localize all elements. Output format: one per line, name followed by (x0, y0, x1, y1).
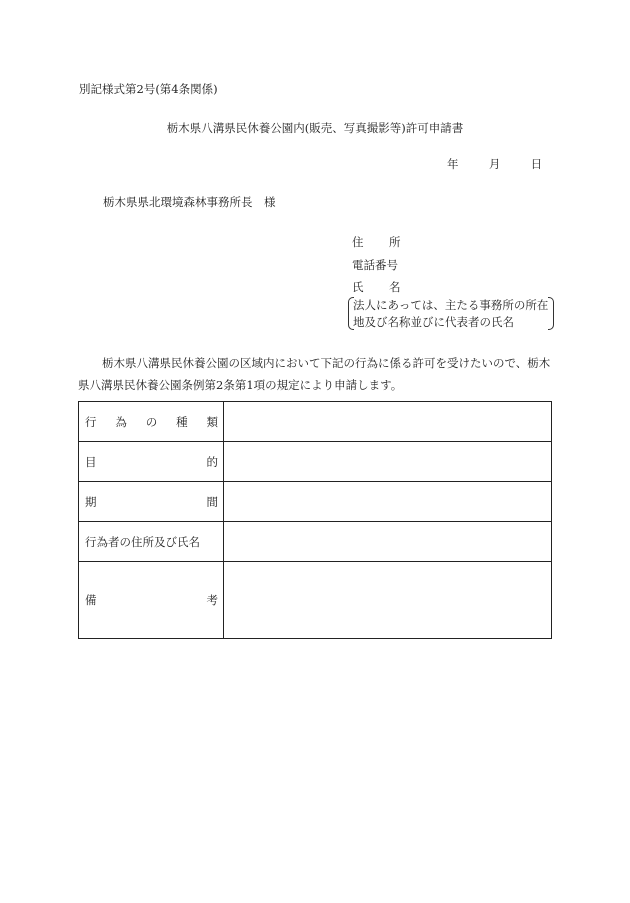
table-row (79, 442, 552, 482)
value-purpose[interactable] (224, 442, 552, 482)
value-remarks[interactable] (224, 562, 552, 639)
label-remarks: 備 考 (79, 562, 224, 639)
corporate-note-line2: 地及び名称並びに代表者の氏名 (353, 315, 514, 329)
date-line (447, 156, 542, 172)
corporate-note (348, 296, 554, 330)
value-activity-type[interactable] (224, 402, 552, 442)
value-period[interactable] (224, 482, 552, 522)
corporate-note-line1: 法人にあっては、主たる事務所の所在 (353, 298, 549, 312)
label-activity-type: 行 為 の 種 類 (79, 402, 224, 442)
table-row (79, 482, 552, 522)
document-title: 栃木県八溝県民休養公園内(販売、写真撮影等)許可申請書 (166, 121, 464, 135)
body-paragraph: 栃木県八溝県民休養公園の区域内において下記の行為に係る許可を受けたいので、栃木県八溝県民休養公園条例第2条第1項の規定により申請します。 (78, 356, 551, 392)
application-table (78, 401, 552, 639)
value-actor-address-name[interactable] (224, 522, 552, 562)
name-label: 氏 名 (352, 280, 401, 294)
table-row (79, 522, 552, 562)
label-purpose: 目 的 (79, 442, 224, 482)
phone-label: 電話番号 (352, 258, 398, 272)
addressee: 栃木県県北環境森林事務所長 様 (103, 195, 276, 209)
address-label: 住 所 (352, 235, 401, 249)
label-period: 期 間 (79, 482, 224, 522)
form-number: 別記様式第2号(第4条関係) (79, 82, 218, 96)
date-year: 年 (447, 157, 459, 171)
date-day: 日 (530, 157, 543, 171)
bracket-right (548, 297, 554, 330)
table-row (79, 402, 552, 442)
label-actor-address-name: 行為者の住所及び氏名 (79, 522, 224, 562)
table-row (79, 562, 552, 639)
date-month: 月 (488, 157, 501, 171)
